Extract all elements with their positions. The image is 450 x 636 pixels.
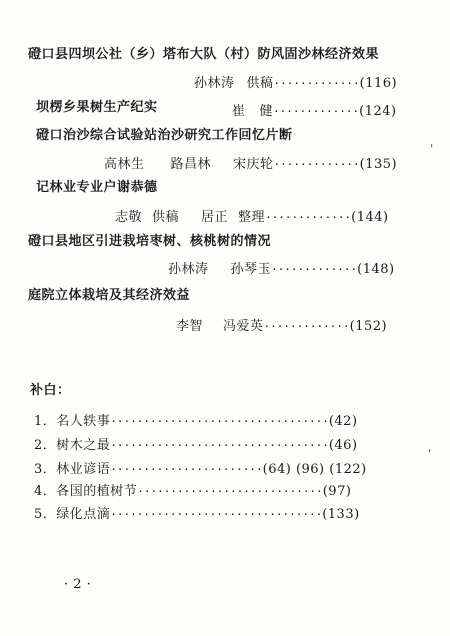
page-ref: (148) bbox=[357, 262, 395, 277]
page-ref: (144) bbox=[351, 210, 389, 225]
page-ref: (64) (96) (122) bbox=[262, 462, 367, 477]
toc-title-text: 磴口县地区引进栽培枣树、核桃树的情况 bbox=[28, 234, 272, 249]
item-title: 名人轶事 bbox=[56, 414, 111, 429]
dot-leader: ···························· bbox=[137, 485, 323, 498]
toc-authors-5 bbox=[168, 262, 395, 278]
toc-title-2 bbox=[36, 100, 158, 116]
author-role: 供稿 bbox=[152, 210, 180, 225]
toc-title-text: 坝楞乡果树生产纪实 bbox=[36, 100, 158, 115]
page-ref: (133) bbox=[322, 507, 360, 522]
dot-leader: ································· bbox=[110, 415, 329, 428]
dot-leader: ············· bbox=[263, 320, 350, 333]
dot-leader: ······················· bbox=[110, 463, 263, 476]
item-title: 绿化点滴 bbox=[56, 507, 111, 522]
toc-authors-1 bbox=[194, 76, 397, 92]
author-role: 供稿 bbox=[246, 76, 274, 91]
author: 宋庆轮 bbox=[233, 157, 274, 172]
supplement-item-1 bbox=[34, 414, 358, 430]
dot-leader: ································· bbox=[110, 439, 329, 452]
scan-mark: ' bbox=[428, 447, 432, 461]
author: 志敬 bbox=[115, 210, 143, 225]
dot-leader: ············· bbox=[273, 77, 360, 90]
page-number bbox=[64, 577, 91, 593]
item-number: 5． bbox=[34, 507, 57, 522]
author: 高林生 bbox=[104, 157, 145, 172]
page-ref: (135) bbox=[359, 157, 398, 172]
author: 居正 bbox=[201, 210, 229, 225]
author: 孙林涛 bbox=[194, 76, 235, 91]
author: 路昌林 bbox=[170, 157, 212, 172]
toc-authors-2 bbox=[232, 104, 397, 120]
toc-title-3 bbox=[36, 128, 293, 144]
dot-leader: ············· bbox=[265, 211, 352, 224]
toc-title-text: 磴口治沙综合试验站治沙研究工作回忆片断 bbox=[36, 128, 293, 143]
dot-leader: ································ bbox=[110, 508, 323, 521]
author: 李智 bbox=[176, 319, 204, 334]
item-title: 林业谚语 bbox=[56, 462, 111, 477]
toc-title-text: 记林业专业户谢恭德 bbox=[36, 180, 158, 195]
author: 崔 bbox=[232, 104, 246, 119]
toc-title-1 bbox=[28, 47, 379, 63]
supplement-item-5 bbox=[34, 507, 360, 523]
dot-leader: ············· bbox=[273, 105, 360, 118]
scan-mark: ' bbox=[430, 142, 434, 156]
page-ref: (124) bbox=[359, 104, 397, 119]
author-role: 整理 bbox=[238, 210, 266, 225]
dot-leader: ············· bbox=[271, 263, 358, 276]
toc-title-5 bbox=[28, 234, 271, 250]
toc-title-6 bbox=[28, 288, 190, 304]
page-ref: (42) bbox=[328, 414, 358, 429]
supplement-item-2 bbox=[34, 438, 358, 454]
supplement-item-4 bbox=[34, 484, 351, 500]
item-number: 3． bbox=[34, 462, 57, 477]
toc-title-4 bbox=[36, 180, 158, 196]
supplement-heading bbox=[30, 383, 71, 399]
page-ref: (152) bbox=[349, 319, 388, 334]
author: 健 bbox=[259, 104, 274, 119]
item-title: 各国的植树节 bbox=[56, 484, 138, 499]
page-ref: (97) bbox=[322, 484, 352, 499]
supplement-heading-text: 补白： bbox=[30, 383, 71, 398]
toc-authors-3 bbox=[104, 157, 397, 173]
author: 孙琴玉 bbox=[230, 262, 272, 277]
item-number: 4． bbox=[34, 484, 57, 499]
item-title: 树木之最 bbox=[56, 438, 111, 453]
toc-title-text: 庭院立体栽培及其经济效益 bbox=[28, 288, 191, 303]
item-number: 2． bbox=[34, 438, 57, 453]
page-ref: (46) bbox=[328, 438, 358, 453]
toc-title-text: 磴口县四坝公社（乡）塔布大队（村）防风固沙林经济效果 bbox=[28, 47, 380, 62]
page-number-text: · 2 · bbox=[64, 577, 92, 592]
author: 冯爱英 bbox=[223, 319, 264, 334]
author: 孙林涛 bbox=[168, 262, 209, 277]
page-ref: (116) bbox=[359, 76, 398, 91]
toc-authors-4 bbox=[115, 210, 389, 226]
toc-authors-6 bbox=[176, 319, 387, 335]
item-number: 1． bbox=[34, 414, 57, 429]
supplement-item-3 bbox=[34, 462, 367, 478]
dot-leader: ············· bbox=[273, 158, 360, 171]
